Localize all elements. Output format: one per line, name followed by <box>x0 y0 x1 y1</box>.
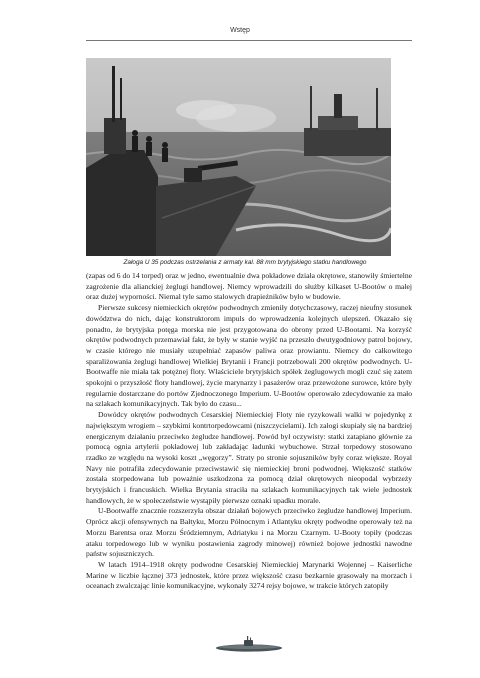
paragraph: U-Bootwaffe znacznie rozszerzyła obszar działań bojowych przeciwko żegludze handlowej Imperium. Oprócz akcji ofensywnych na Bałtyku, Morzu Północnym i Atlantyku okręty podwodne operowały też na Morzu Barentsa oraz Morzu Śródziemnym, Adriatyku i na Morzu Czarnym. U-Booty topiły (podczas ataku torpedowego lub w wyniku postawienia zagrody minowej) również bojowe jednostki nawodne państw sojuszniczych. <box>86 506 412 559</box>
body-text <box>86 271 412 592</box>
paragraph: (zapas od 6 do 14 torped) oraz w jedno, ewentualnie dwa pokładowe działa okrętowe, stanowiły śmiertelne zagrożenie dla alianckiej żeglugi handlowej. Niemcy wprowadzili do służby kilkaset U-Bootów o małej oraz dużej wyporności. Niemal tyle samo stalowych drapieżników było w budowie. <box>86 271 412 302</box>
running-head: Wstęp <box>230 27 250 34</box>
paragraph: Pierwsze sukcesy niemieckich okrętów podwodnych zmieniły dotychczasowy, raczej nieufny stosunek dowództwa do nich, dając konstruktorom impuls do wprowadzenia kolejnych ulepszeń. Okazało się ponadto, że brytyjska potęga morska nie jest przygotowana do obrony przed U-Bootami. Na korzyść okrętów podwodnych przemawiał fakt, że były w stanie wyjść na przeszło dwutygodniowy patrol bojowy, w czasie którego nie musiały uzupełniać zapasów paliwa oraz prowiantu. Niemcy do całkowitego sparaliżowania żeglugi handlowej Wielkiej Brytanii i Francji potrzebowali 200 okrętów podwodnych. U-Bootwaffe nie miała tak potężnej floty. Właściciele brytyjskich spółek żeglugowych mogli czuć się zatem spokojni o przyszłość floty handlowej, życie marynarzy i pasażerów oraz przewożone surowce, które były regularnie dostarczane do portów Zjednoczonego Imperium. U-Bootów operowało zdecydowanie za mało na szlakach komunikacyjnych. Tak było do czasu... <box>86 303 412 409</box>
paragraph: Dowódcy okrętów podwodnych Cesarskiej Niemieckiej Floty nie ryzykowali walki w pojedynkę z największym wrogiem – szybkimi kontrtorpedowcami (niszczycielami). Ich załogi skupiały się na bardziej energicznym działaniu przeciwko żegludze handlowej. Powód był oczywisty: statki zatapiano głównie za pomocą ognia artylerii pokładowej lub zakładając ładunki wybuchowe. Strzał torpedowy stosowano rzadko ze względu na wysoki koszt „węgorzy”. Straty po stronie sojuszników były coraz większe. Royal Navy nie potrafiła zdecydowanie przeciwstawić się niemieckiej broni podwodnej. Większość statków została storpedowana lub poważnie uszkodzona za pomocą dział okrętowych nieopodal wybrzeży brytyjskich i francuskich. Wielka Brytania straciła na szlakach komunikacyjnych tak wiele jednostek handlowych, że w społeczeństwie wystąpiły pierwsze oznaki upadku morale. <box>86 410 412 505</box>
figure-caption: Załoga U 35 podczas ostrzelania z armaty kal. 88 mm brytyjskiego statku handlowego <box>123 259 367 266</box>
submarine-ornament-icon <box>215 636 283 654</box>
footer-ornament <box>215 636 283 654</box>
photo-submarine-deck-gun-icon <box>86 58 391 256</box>
header-rule <box>86 40 412 41</box>
figure-photo <box>86 58 391 256</box>
paragraph: W latach 1914–1918 okręty podwodne Cesarskiej Niemieckiej Marynarki Wojennej – Kaiserliche Marine w liczbie łącznej 373 jednostek, które przez większość czasu bezkarnie grasowały na morzach i oceanach zwalczając linie komunikacyjne, wykonały 3274 rejsy bojowe, w trakcie których zatopiły <box>86 559 412 591</box>
